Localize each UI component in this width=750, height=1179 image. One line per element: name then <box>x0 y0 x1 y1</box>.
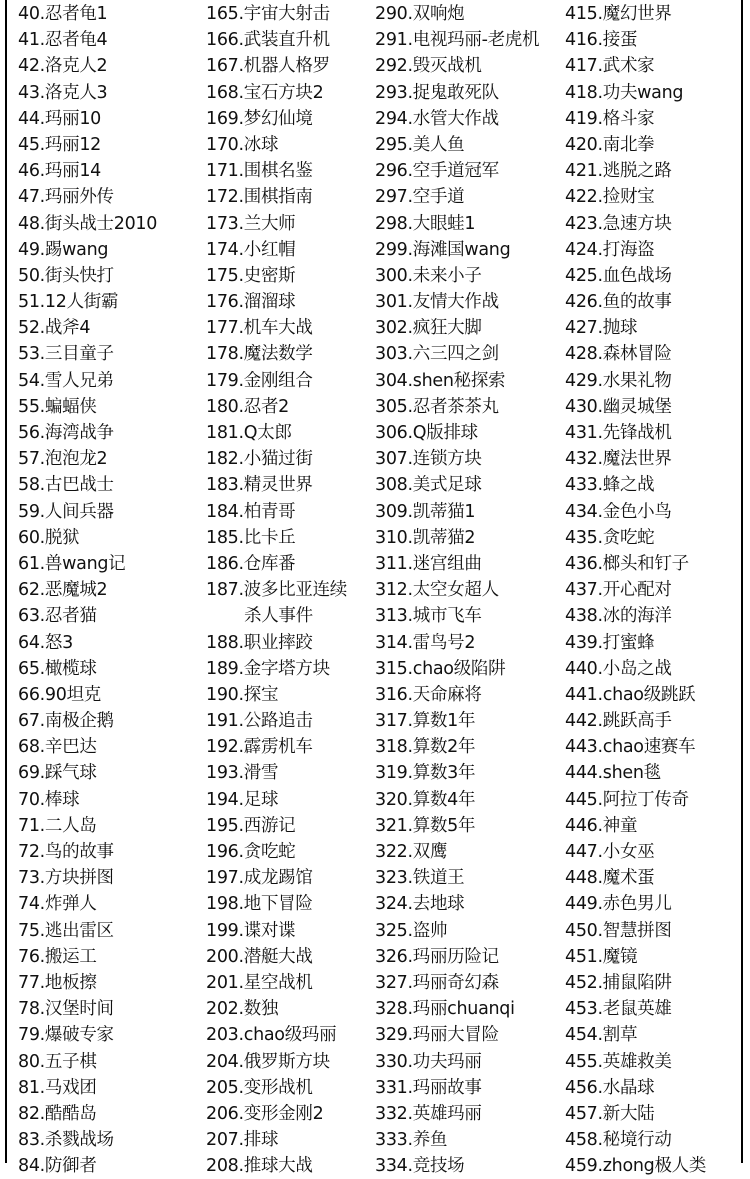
game-entry: 308.美式足球 <box>375 475 482 496</box>
game-entry: 440.小岛之战 <box>565 658 672 679</box>
game-entry: 64.怒3 <box>18 632 73 653</box>
game-entry: 189.金字塔方块 <box>206 658 330 679</box>
game-entry: 448.魔术蛋 <box>565 868 655 889</box>
game-entry: 457.新大陆 <box>565 1103 655 1124</box>
game-entry: 302.疯狂大脚 <box>375 318 482 339</box>
game-entry: 311.迷宫组曲 <box>375 553 482 574</box>
game-entry: 314.雷鸟号2 <box>375 632 476 653</box>
game-entry: 198.地下冒险 <box>206 894 313 915</box>
game-entry: 63.忍者猫 <box>18 606 97 627</box>
game-entry: 416.接蛋 <box>565 30 638 51</box>
game-entry: 203.chao级玛丽 <box>206 1025 337 1046</box>
game-entry: 165.宇宙大射击 <box>206 4 330 24</box>
game-entry: 430.幽灵城堡 <box>565 396 672 417</box>
game-entry: 197.成龙踢馆 <box>206 868 313 889</box>
game-entry: 200.潜艇大战 <box>206 946 313 967</box>
game-entry: 322.双鹰 <box>375 842 448 862</box>
game-entry: 166.武装直升机 <box>206 30 330 51</box>
game-entry: 305.忍者茶茶丸 <box>375 396 499 417</box>
game-entry: 172.围棋指南 <box>206 187 313 208</box>
game-entry: 196.贪吃蛇 <box>206 842 296 862</box>
game-entry: 303.六三四之剑 <box>375 344 499 365</box>
game-entry: 182.小猫过街 <box>206 449 313 470</box>
game-entry: 47.玛丽外传 <box>18 187 114 208</box>
game-entry: 321.算数5年 <box>375 815 476 836</box>
game-entry: 312.太空女超人 <box>375 580 499 601</box>
game-entry: 69.踩气球 <box>18 763 97 784</box>
game-entry: 330.功夫玛丽 <box>375 1051 482 1072</box>
game-entry: 450.智慧拼图 <box>565 920 672 941</box>
game-column-4 <box>565 1 741 1179</box>
game-entry: 190.探宝 <box>206 684 279 705</box>
game-entry: 191.公路追击 <box>206 711 313 732</box>
game-entry: 181.Q太郎 <box>206 423 292 443</box>
game-entry: 318.算数2年 <box>375 737 476 758</box>
game-entry: 171.围棋名鉴 <box>206 161 313 182</box>
left-border-line <box>5 0 7 1163</box>
game-entry: 325.盗帅 <box>375 920 448 941</box>
game-entry: 179.金刚组合 <box>206 370 313 391</box>
game-entry: 40.忍者龟1 <box>18 4 108 24</box>
game-entry: 451.魔镜 <box>565 946 638 967</box>
game-entry: 310.凯蒂猫2 <box>375 527 476 548</box>
game-entry: 61.兽wang记 <box>18 553 126 574</box>
game-entry: 419.格斗家 <box>565 108 655 129</box>
game-entry: 68.辛巴达 <box>18 737 97 758</box>
game-entry: 296.空手道冠军 <box>375 161 499 182</box>
game-entry: 298.大眼蛙1 <box>375 213 476 234</box>
game-entry: 329.玛丽大冒险 <box>375 1025 499 1046</box>
game-entry: 81.马戏团 <box>18 1077 97 1098</box>
game-entry: 169.梦幻仙境 <box>206 108 313 129</box>
game-entry: 290.双响炮 <box>375 4 465 24</box>
game-entry: 332.英雄玛丽 <box>375 1103 482 1124</box>
game-entry: 324.去地球 <box>375 894 465 915</box>
game-entry: 316.天命麻将 <box>375 684 482 705</box>
game-entry: 453.老鼠英雄 <box>565 999 672 1020</box>
game-entry: 66.90坦克 <box>18 684 101 705</box>
game-entry: 423.急速方块 <box>565 213 672 234</box>
game-entry: 206.变形金刚2 <box>206 1103 324 1124</box>
game-entry: 44.玛丽10 <box>18 108 101 129</box>
game-entry: 57.泡泡龙2 <box>18 449 108 470</box>
game-entry: 188.职业摔跤 <box>206 632 313 653</box>
game-entry: 439.打蜜蜂 <box>565 632 655 653</box>
game-entry: 429.水果礼物 <box>565 370 672 391</box>
game-entry: 167.机器人格罗 <box>206 56 330 77</box>
game-entry: 49.踢wang <box>18 239 109 260</box>
game-entry: 183.精灵世界 <box>206 475 313 496</box>
game-entry: 304.shen秘探索 <box>375 370 506 391</box>
game-entry: 313.城市飞车 <box>375 606 482 627</box>
game-entry: 297.空手道 <box>375 187 465 208</box>
game-entry: 320.算数4年 <box>375 789 476 810</box>
game-entry: 205.变形战机 <box>206 1077 313 1098</box>
game-entry: 458.秘境行动 <box>565 1130 672 1151</box>
game-entry: 415.魔幻世界 <box>565 4 672 24</box>
game-entry: 327.玛丽奇幻森 <box>375 972 499 993</box>
right-border-line <box>741 0 743 1163</box>
game-entry: 51.12人街霸 <box>18 292 119 313</box>
game-entry: 444.shen毯 <box>565 763 661 784</box>
game-column-2 <box>206 1 376 1179</box>
game-entry: 435.贪吃蛇 <box>565 527 655 548</box>
game-entry: 319.算数3年 <box>375 763 476 784</box>
game-entry: 199.谍对谍 <box>206 920 296 941</box>
game-entry: 445.阿拉丁传奇 <box>565 789 689 810</box>
game-entry: 438.冰的海洋 <box>565 606 672 627</box>
game-entry: 67.南极企鹅 <box>18 711 114 732</box>
game-entry: 422.捡财宝 <box>565 187 655 208</box>
game-entry: 437.开心配对 <box>565 580 672 601</box>
game-entry: 173.兰大师 <box>206 213 296 234</box>
game-entry: 187.波多比亚连续 <box>206 580 347 601</box>
game-entry: 175.史密斯 <box>206 265 296 286</box>
game-entry: 309.凯蒂猫1 <box>375 501 476 522</box>
game-entry: 207.排球 <box>206 1130 279 1151</box>
game-entry: 299.海滩国wang <box>375 239 511 260</box>
game-entry: 185.比卡丘 <box>206 527 296 548</box>
game-entry: 436.榔头和钉子 <box>565 553 689 574</box>
game-entry: 174.小红帽 <box>206 239 296 260</box>
game-entry: 79.爆破专家 <box>18 1025 114 1046</box>
game-entry: 293.捉鬼敢死队 <box>375 82 499 103</box>
game-entry: 52.战斧4 <box>18 318 91 339</box>
game-entry: 60.脱狱 <box>18 527 80 548</box>
game-entry: 78.汉堡时间 <box>18 999 114 1020</box>
game-entry: 300.未来小子 <box>375 265 482 286</box>
game-entry: 178.魔法数学 <box>206 344 313 365</box>
game-entry: 201.星空战机 <box>206 972 313 993</box>
game-entry: 180.忍者2 <box>206 396 289 417</box>
game-entry: 168.宝石方块2 <box>206 82 324 103</box>
game-entry: 334.竞技场 <box>375 1156 465 1177</box>
game-entry: 434.金色小鸟 <box>565 501 672 522</box>
game-entry: 84.防御者 <box>18 1156 97 1177</box>
game-entry: 193.滑雪 <box>206 763 279 784</box>
game-entry: 452.捕鼠陷阱 <box>565 972 672 993</box>
game-entry: 443.chao速赛车 <box>565 737 696 758</box>
game-entry: 447.小女巫 <box>565 842 655 862</box>
game-entry: 43.洛克人3 <box>18 82 108 103</box>
game-entry: 328.玛丽chuanqi <box>375 999 515 1020</box>
game-entry: 42.洛克人2 <box>18 56 108 77</box>
game-entry: 56.海湾战争 <box>18 423 114 443</box>
game-entry-continuation: 杀人事件 <box>244 606 313 627</box>
game-entry: 306.Q版排球 <box>375 423 478 443</box>
game-entry: 459.zhong极人类 <box>565 1156 707 1177</box>
game-entry: 45.玛丽12 <box>18 134 101 155</box>
game-entry: 55.蝙蝠侠 <box>18 396 97 417</box>
game-entry: 41.忍者龟4 <box>18 30 108 51</box>
game-entry: 424.打海盗 <box>565 239 655 260</box>
game-entry: 426.鱼的故事 <box>565 292 672 313</box>
game-entry: 208.推球大战 <box>206 1156 313 1177</box>
game-entry: 432.魔法世界 <box>565 449 672 470</box>
game-entry: 425.血色战场 <box>565 265 672 286</box>
game-entry: 83.杀戮战场 <box>18 1130 114 1151</box>
game-entry: 82.酷酷岛 <box>18 1103 97 1124</box>
game-entry: 454.割草 <box>565 1025 638 1046</box>
game-entry: 317.算数1年 <box>375 711 476 732</box>
game-entry: 420.南北拳 <box>565 134 655 155</box>
game-entry: 455.英雄救美 <box>565 1051 672 1072</box>
game-entry: 48.街头战士2010 <box>18 213 158 234</box>
game-entry: 418.功夫wang <box>565 82 684 103</box>
game-entry: 433.蜂之战 <box>565 475 655 496</box>
game-entry: 421.逃脱之路 <box>565 161 672 182</box>
game-entry: 292.毁灭战机 <box>375 56 482 77</box>
game-entry: 65.橄榄球 <box>18 658 97 679</box>
game-entry: 315.chao级陷阱 <box>375 658 506 679</box>
game-entry: 176.溜溜球 <box>206 292 296 313</box>
game-entry: 417.武术家 <box>565 56 655 77</box>
game-entry: 59.人间兵器 <box>18 501 114 522</box>
game-entry: 184.柏青哥 <box>206 501 296 522</box>
game-entry: 72.鸟的故事 <box>18 842 114 862</box>
game-entry: 204.俄罗斯方块 <box>206 1051 330 1072</box>
game-entry: 333.养鱼 <box>375 1130 448 1151</box>
game-entry: 294.水管大作战 <box>375 108 499 129</box>
game-entry: 431.先锋战机 <box>565 423 672 443</box>
game-entry: 428.森林冒险 <box>565 344 672 365</box>
game-entry: 70.棒球 <box>18 789 80 810</box>
game-entry: 177.机车大战 <box>206 318 313 339</box>
game-entry: 46.玛丽14 <box>18 161 101 182</box>
game-entry: 192.霹雳机车 <box>206 737 313 758</box>
game-entry: 456.水晶球 <box>565 1077 655 1098</box>
game-entry: 75.逃出雷区 <box>18 920 114 941</box>
game-entry: 62.恶魔城2 <box>18 580 108 601</box>
game-entry: 54.雪人兄弟 <box>18 370 114 391</box>
game-entry: 73.方块拼图 <box>18 868 114 889</box>
game-entry: 58.古巴战士 <box>18 475 114 496</box>
game-entry: 323.铁道王 <box>375 868 465 889</box>
game-entry: 195.西游记 <box>206 815 296 836</box>
game-entry: 446.神童 <box>565 815 638 836</box>
game-entry: 449.赤色男儿 <box>565 894 672 915</box>
game-entry: 71.二人岛 <box>18 815 97 836</box>
game-entry: 194.足球 <box>206 789 279 810</box>
game-entry: 301.友情大作战 <box>375 292 499 313</box>
game-column-1 <box>18 1 206 1179</box>
game-entry: 295.美人鱼 <box>375 134 465 155</box>
game-entry: 442.跳跃高手 <box>565 711 672 732</box>
game-entry: 326.玛丽历险记 <box>375 946 499 967</box>
game-entry: 331.玛丽故事 <box>375 1077 482 1098</box>
game-entry: 77.地板擦 <box>18 972 97 993</box>
game-entry: 307.连锁方块 <box>375 449 482 470</box>
game-entry: 441.chao级跳跃 <box>565 684 696 705</box>
game-entry: 53.三目童子 <box>18 344 114 365</box>
game-entry: 76.搬运工 <box>18 946 97 967</box>
game-entry: 74.炸弹人 <box>18 894 97 915</box>
game-entry: 202.数独 <box>206 999 279 1020</box>
game-column-3 <box>375 1 565 1179</box>
game-entry: 50.街头快打 <box>18 265 114 286</box>
game-entry: 291.电视玛丽-老虎机 <box>375 30 540 51</box>
game-entry: 427.抛球 <box>565 318 638 339</box>
game-entry: 186.仓库番 <box>206 553 296 574</box>
game-entry: 170.冰球 <box>206 134 279 155</box>
game-entry: 80.五子棋 <box>18 1051 97 1072</box>
